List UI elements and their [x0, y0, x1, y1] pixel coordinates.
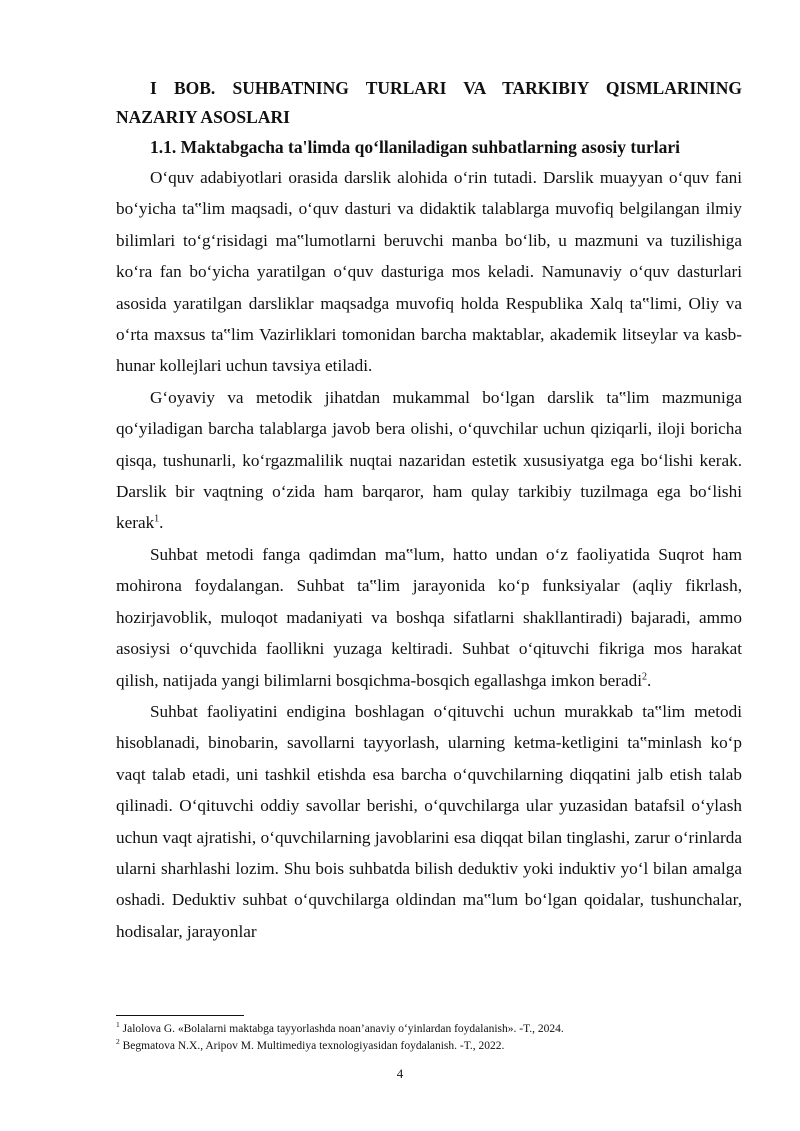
footnote-1: [116, 1021, 742, 1038]
paragraph-text: O‘quv adabiyotlari orasida darslik alohida o‘rin tutadi. Darslik muayyan o‘quv fani bo‘yicha ta‟lim maqsadi, o‘quv dasturi va didaktik talablarga muvofiq belgilangan ilmiy bilimlari to‘g‘risidagi ma‟lumotlarni beruvchi manba bo‘lib, u mazmuni va tuzilishiga ko‘ra fan bo‘yicha yaratilgan o‘quv dasturiga mos keladi. Namunaviy o‘quv dasturlari asosida yaratilgan darsliklar maqsadga muvofiq holda Respublika Xalq ta‟limi, Oliy va o‘rta maxsus ta‟lim Vazirliklari tomonidan barcha maktablar, akademik litseylar va kasb-hunar kollejlari uchun tavsiya etiladi.: [116, 168, 742, 376]
paragraph-2: [116, 382, 742, 539]
footnote-number: 2: [116, 1037, 120, 1047]
footnote-text: Jalolova G. «Bolalarni maktabga tayyorlashda noan’anaviy o‘yinlardan foydalanish». -T., 2024.: [122, 1023, 564, 1035]
paragraph-text: G‘oyaviy va metodik jihatdan mukammal bo‘lgan darslik ta‟lim mazmuniga qo‘yiladigan barcha talablarga javob bera olishi, o‘quvchilar uchun qiziqarli, iloji boricha qisqa, tushunarli, ko‘rgazmalilik nuqtai nazaridan estetik xususiyatga ega bo‘lishi kerak. Darslik bir vaqtning o‘zida ham barqaror, ham qulay tarkibiy tuzilmaga ega bo‘lishi kerak: [116, 387, 742, 533]
paragraph-1: [116, 162, 742, 382]
page-body: [116, 74, 742, 947]
paragraph-text: Suhbat metodi fanga qadimdan ma‟lum, hatto undan o‘z faoliyatida Suqrot ham mohirona foydalangan. Suhbat ta‟lim jarayonida ko‘p funksiyalar (aqliy fikrlash, hozirjavoblik, muloqot madaniyati va boshqa sifatlarni shakllantiradi) bajaradi, ammo asosiysi o‘quvchida faollikni yuzaga keltiradi. Suhbat o‘qituvchi fikriga mos harakat qilish, natijada yangi bilimlarni bosqichma-bosqich egallashga imkon beradi: [116, 544, 742, 690]
footnote-ref-2[interactable]: 2: [642, 670, 648, 682]
chapter-title: I BOB. SUHBATNING TURLARI VA TARKIBIY QISMLARINING NAZARIY ASOSLARI: [116, 78, 742, 127]
paragraph-4: [116, 696, 742, 947]
paragraph-tail: .: [159, 513, 164, 533]
paragraph-tail: .: [647, 670, 652, 690]
footnote-number: 1: [116, 1020, 120, 1030]
footnote-2: [116, 1038, 742, 1055]
footnotes: [116, 1021, 742, 1055]
footnote-separator: [116, 1015, 244, 1016]
footnote-ref-1[interactable]: 1: [154, 513, 160, 525]
footnote-text: Begmatova N.X., Aripov M. Multimediya texnologiyasidan foydalanish. -T., 2022.: [122, 1040, 505, 1052]
paragraph-text: Suhbat faoliyatini endigina boshlagan o‘qituvchi uchun murakkab ta‟lim metodi hisoblanadi, binobarin, savollarni tayyorlash, ularning ketma-ketligini ta‟minlash ko‘p vaqt talab etadi, uni tashkil etishda esa barcha o‘quvchilarning diqqatini jalb etish talab qilinadi. O‘qituvchi oddiy savollar berishi, o‘quvchilarga ular yuzasidan batafsil o‘ylash uchun vaqt ajratishi, o‘quvchilarning javoblarini esa diqqat bilan tinglashi, zarur o‘rinlarda ularni sharhlashi lozim. Shu bois suhbatda bilish deduktiv yoki induktiv yo‘l bilan amalga oshadi. Deduktiv suhbat o‘quvchilarga oldindan ma‟lum bo‘lgan qoidalar, tushunchalar, hodisalar, jarayonlar: [116, 701, 742, 941]
section-title: 1.1. Maktabgacha ta'limda qo‘llaniladigan suhbatlarning asosiy turlari: [150, 137, 680, 157]
page-number: 4: [396, 1066, 404, 1081]
paragraph-3: [116, 539, 742, 696]
